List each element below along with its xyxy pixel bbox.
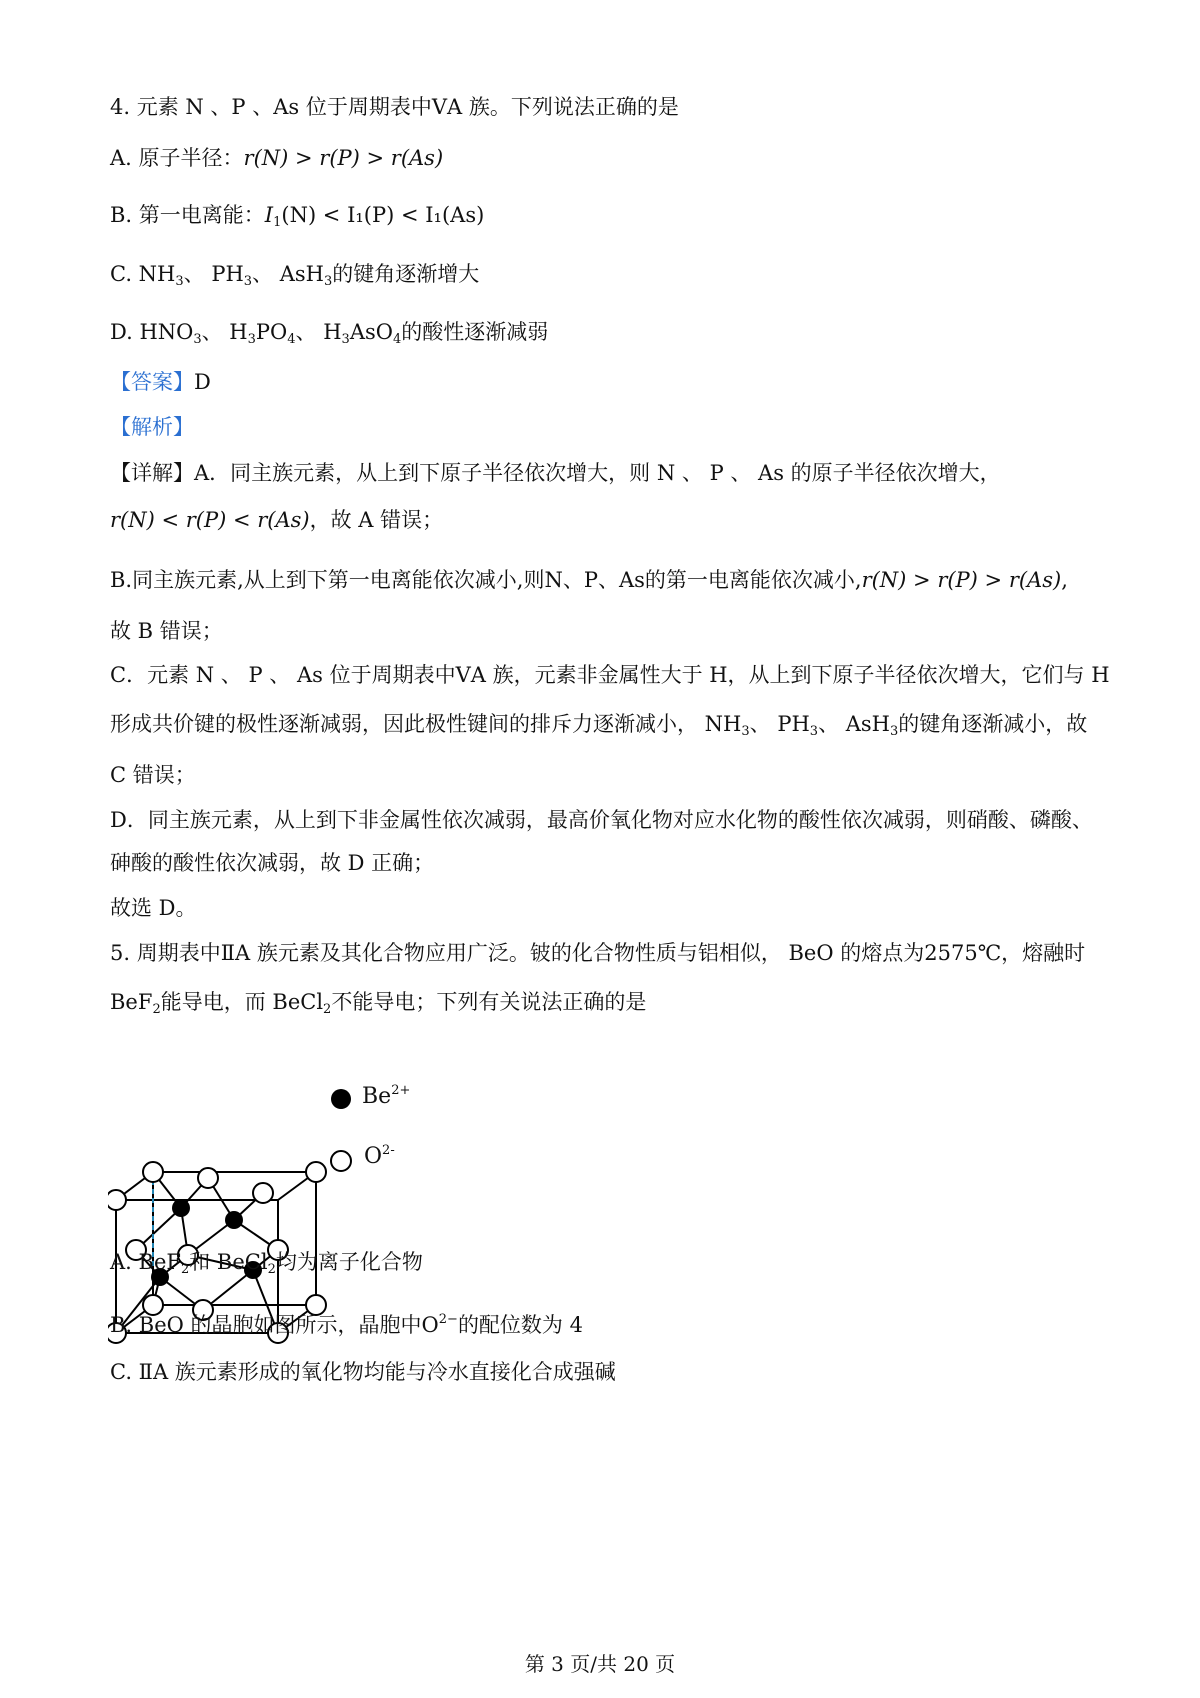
q4-analysis-label: 【解析】 bbox=[110, 415, 194, 439]
legend-o-label: $O^{2-}$ bbox=[364, 1143, 395, 1169]
q4-detail-d1: D．同主族元素，从上到下非金属性依次减弱，最高价氧化物对应水化物的酸性依次减弱，则硝酸、磷酸、 bbox=[110, 808, 1093, 832]
be-ion bbox=[172, 1199, 190, 1217]
q5-option-c: C. ⅡA 族元素形成的氧化物均能与冷水直接化合成强碱 bbox=[110, 1360, 616, 1384]
q4-detail-c1: C．元素 N 、 P 、 As 位于周期表中ⅤA 族，元素非金属性大于 H，从上到下原子半径依次增大，它们与 H bbox=[110, 663, 1110, 687]
answer-value: D bbox=[194, 370, 211, 394]
q4-option-d: D. $HNO_3$、 $H_3PO_4$、 $H_3AsO_4$的酸性逐渐减弱 bbox=[110, 320, 549, 347]
legend-be-label: $Be^{2+}$ bbox=[362, 1083, 411, 1109]
o-ion bbox=[253, 1183, 273, 1203]
q4-detail-c3: C 错误； bbox=[110, 763, 196, 787]
o-ion bbox=[143, 1162, 163, 1182]
q4-answer bbox=[110, 367, 211, 397]
q4-option-c: C. $NH_3$、 $PH_3$、 AsH$_3$的键角逐渐增大 bbox=[110, 262, 480, 289]
q4-detail-c2: 形成共价键的极性逐渐减弱，因此极性键间的排斥力逐渐减小， $NH_3$、 $PH_3$、 AsH$_3$的键角逐渐减小，故 bbox=[110, 712, 1088, 739]
q4-detail-d2: 砷酸的酸性依次减弱，故 D 正确； bbox=[110, 851, 435, 875]
q4-option-a: A. 原子半径：r(N) > r(P) > r(As) bbox=[110, 146, 444, 170]
page-footer: 第 3 页/共 20 页 bbox=[524, 1652, 676, 1676]
o-ion bbox=[198, 1168, 218, 1188]
q5-option-a: A. BeF$_2$和 BeCl$_2$均为离子化合物 bbox=[110, 1250, 423, 1277]
q5-stem-2: BeF$_2$能导电，而 BeCl$_2$不能导电；下列有关说法正确的是 bbox=[110, 990, 647, 1017]
q4-detail-a1: 【详解】A．同主族元素，从上到下原子半径依次增大，则 N 、 P 、 As 的原子半径依次增大， bbox=[110, 461, 1001, 485]
q4-option-b-expr: (N) < I₁(P) < I₁(As) bbox=[281, 203, 485, 227]
o-ion bbox=[306, 1162, 326, 1182]
q5-option-b: B. BeO 的晶胞如图所示，晶胞中$O^{2-}$的配位数为 4 bbox=[110, 1312, 583, 1337]
q4-detail-a2: r(N) < r(P) < r(As)，故 A 错误； bbox=[110, 508, 444, 532]
q5-stem-1: 5. 周期表中ⅡA 族元素及其化合物应用广泛。铍的化合物性质与铝相似， BeO 的熔点为2575℃，熔融时 bbox=[110, 941, 1086, 965]
answer-label: 【答案】 bbox=[110, 370, 194, 394]
q4-option-a-expr: r(N) > r(P) > r(As) bbox=[243, 146, 444, 170]
o-ion bbox=[108, 1190, 126, 1210]
q4-detail-b2: 故 B 错误； bbox=[110, 619, 223, 643]
q4-conclusion: 故选 D。 bbox=[110, 896, 197, 920]
be-ion bbox=[225, 1211, 243, 1229]
legend-o-icon bbox=[328, 1148, 354, 1174]
q4-detail-b1: B.同主族元素,从上到下第一电离能依次减小,则N、P、As的第一电离能依次减小,r(N) > r(P) > r(As), bbox=[110, 568, 1068, 592]
q4-option-b: B. 第一电离能：$I_1(N) < I_1(P) < I_1(As)$ bbox=[110, 203, 485, 230]
q4-stem: 4. 元素 N 、P 、As 位于周期表中ⅤA 族。下列说法正确的是 bbox=[110, 95, 679, 119]
legend-be-icon bbox=[328, 1086, 354, 1112]
